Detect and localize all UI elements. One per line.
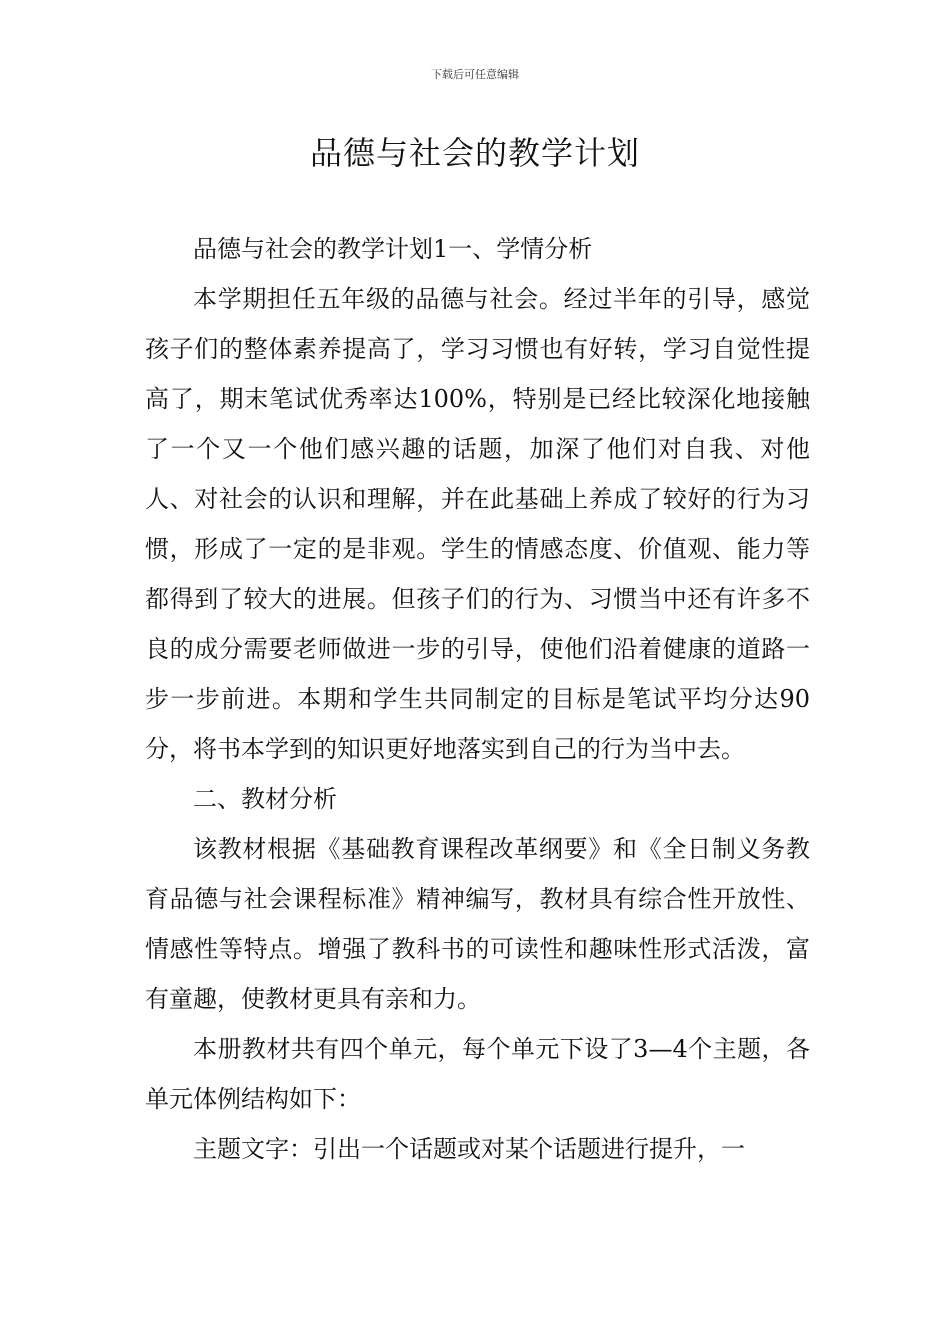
document-body <box>145 224 810 1174</box>
document-title: 品德与社会的教学计划 <box>309 134 640 172</box>
paragraph-student-analysis: 本学期担任五年级的品德与社会。经过半年的引导，感觉孩子们的整体素养提高了，学习习惯也有好转，学习自觉性提高了，期末笔试优秀率达100%，特别是已经比较深化地接触了一个又一个他们感兴趣的话题，加深了他们对自我、对他人、对社会的认识和理解，并在此基础上养成了较好的行为习惯，形成了一定的是非观。学生的情感态度、价值观、能力等都得到了较大的进展。但孩子们的行为、习惯当中还有许多不良的成分需要老师做进一步的引导，使他们沿着健康的道路一步一步前进。本期和学生共同制定的目标是笔试平均分达90分，将书本学到的知识更好地落实到自己的行为当中去。 <box>145 285 810 763</box>
paragraph-textbook-analysis: 该教材根据《基础教育课程改革纲要》和《全日制义务教育品德与社会课程标准》精神编写，教材具有综合性开放性、情感性等特点。增强了教科书的可读性和趣味性形式活泼，富有童趣，使教材更具有亲和力。 <box>145 835 810 1013</box>
paragraph-units-overview: 本册教材共有四个单元，每个单元下设了3—4个主题，各单元体例结构如下： <box>145 1035 810 1113</box>
paragraph-theme-text: 主题文字：引出一个话题或对某个话题进行提升，一 <box>193 1135 745 1163</box>
paragraph-section-heading-1: 品德与社会的教学计划1一、学情分析 <box>193 235 593 263</box>
paragraph-section-heading-2: 二、教材分析 <box>193 785 337 813</box>
page-header-note: 下载后可任意编辑 <box>431 68 519 81</box>
